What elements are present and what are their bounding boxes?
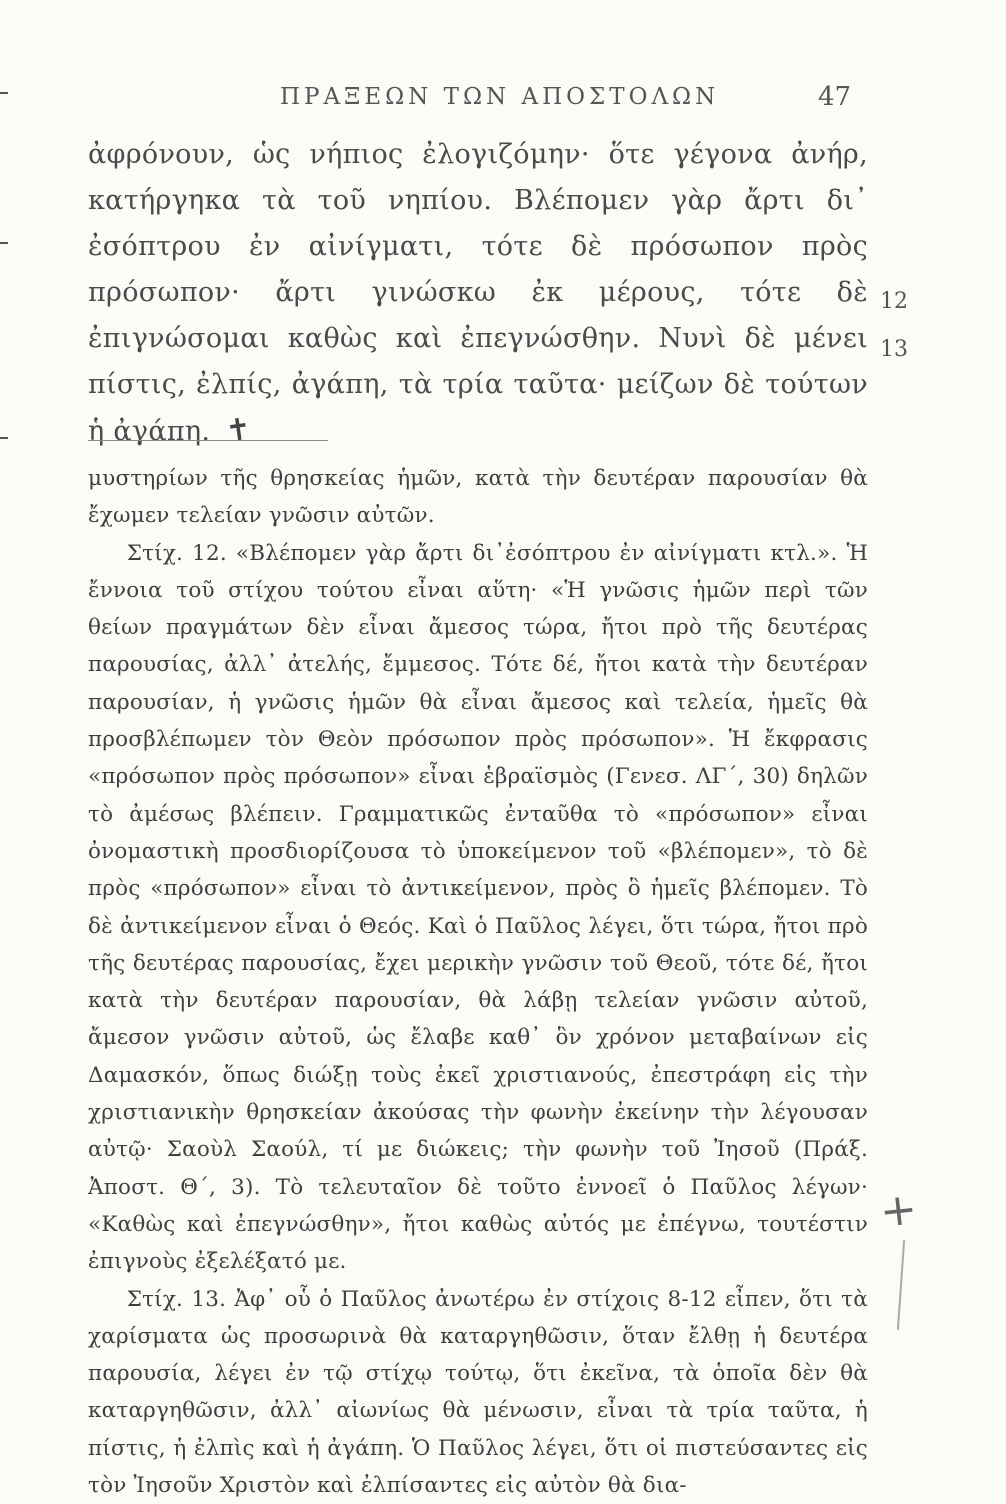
- page-number: 47: [818, 82, 852, 112]
- commentary-paragraph: Στίχ. 12. «Βλέπομεν γὰρ ἄρτι δι᾿ἐσόπτρου ἐν αἰνίγματι κτλ.». Ἡ ἔννοια τοῦ στίχου τούτου εἶναι αὕτη· «Ἡ γνῶσις ἡμῶν περὶ τῶν θείων πραγμάτων δὲν εἶναι ἄμεσος τώρα, ἤτοι πρὸ τῆς δευτέρας παρουσίας, ἀλλ᾿ ἀτελής, ἔμμεσος. Τότε δέ, ἤτοι κατὰ τὴν δευτέραν παρουσίαν, ἡ γνῶσις ἡμῶν θὰ εἶναι ἄμεσος καὶ τελεία, ἡμεῖς θὰ προσβλέπωμεν τὸν Θεὸν πρόσωπον πρὸς πρόσωπον». Ἡ ἔκφρασις «πρόσωπον πρὸς πρόσωπον» εἶναι ἑβραϊσμὸς (Γενεσ. ΛΓ΄, 30) δηλῶν τὸ ἀμέσως βλέπειν. Γραμματικῶς ἐνταῦθα τὸ «πρόσωπον» εἶναι ὀνομαστικὴ προσδιορίζουσα τὸ ὑποκείμενον τοῦ «βλέπομεν», τὸ δὲ πρὸς «πρόσωπον» εἶναι τὸ ἀντικείμενον, πρὸς ὃ ἡμεῖς βλέπομεν. Τὸ δὲ ἀντικείμενον εἶναι ὁ Θεός. Καὶ ὁ Παῦλος λέγει, ὅτι τώρα, ἤτοι πρὸ τῆς δευτέρας παρουσίας, ἔχει μερικὴν γνῶσιν τοῦ Θεοῦ, τότε δέ, ἤτοι κατὰ τὴν δευτέραν παρουσίαν, θὰ λάβῃ τελείαν γνῶσιν αὐτοῦ, ἄμεσον γνῶσιν αὐτοῦ, ὡς ἔλαβε καθ᾿ ὃν χρόνον μεταβαίνων εἰς Δαμασκόν, ὅπως διώξῃ τοὺς ἐκεῖ χριστιανούς, ἐπεστράφη εἰς τὴν χριστιανικὴν θρησκείαν ἀκούσας τὴν φωνὴν ἐκείνην τὴν λέγουσαν αὐτῷ· Σαοὺλ Σαούλ, τί με διώκεις; τὴν φωνὴν τοῦ Ἰησοῦ (Πράξ. Ἀποστ. Θ΄, 3). Τὸ τελευταῖον δὲ τοῦτο ἐννοεῖ ὁ Παῦλος λέγων· «Καθὼς καὶ ἐπεγνώσθην», ἤτοι καθὼς αὐτός με ἐπέγνω, τουτέστιν ἐπιγνοὺς ἐξελέξατό με.: [88, 540, 868, 1275]
- scripture-paragraph: ἀφρόνουν, ὡς νήπιος ἐλογιζόμην· ὅτε γέγονα ἀνήρ, κατήργηκα τὰ τοῦ νηπίου. Βλέπομεν γὰρ ἄρτι δι᾿ ἐσόπτρου ἐν αἰνίγματι, τότε δὲ πρόσωπον πρὸς πρόσωπον· ἄρτι γινώσκω ἐκ μέρους, τότε δὲ ἐπιγνώσομαι καθὼς καὶ ἐπεγνώσθην. Νυνὶ δὲ μένει πίστις, ἐλπίς, ἀγάπη, τὰ τρία ταῦτα· μείζων δὲ τούτων ἡ ἀγάπη.: [88, 139, 868, 447]
- running-title: ΠΡΑΞΕΩΝ ΤΩΝ ΑΠΟΣΤΟΛΩΝ: [280, 84, 720, 110]
- handwritten-cross-mark: ✝: [223, 411, 254, 450]
- binding-mark: [0, 437, 8, 439]
- binding-mark: [0, 242, 8, 244]
- commentary-paragraph: μυστηρίων τῆς θρησκείας ἡμῶν, κατὰ τὴν δευτέραν παρουσίαν θὰ ἔχωμεν τελείαν γνῶσιν αὐτῶν.: [88, 466, 868, 529]
- verse-number-13: 13: [880, 337, 908, 362]
- commentary-text: [88, 460, 868, 1504]
- verse-number-12: 12: [880, 289, 908, 314]
- page-header: [0, 78, 1006, 118]
- margin-pencil-line: [897, 1240, 905, 1330]
- section-divider: [88, 440, 328, 441]
- commentary-paragraph: Στίχ. 13. Ἀφ᾿ οὗ ὁ Παῦλος ἀνωτέρω ἐν στίχοις 8-12 εἶπεν, ὅτι τὰ χαρίσματα ὡς προσωρινὰ θὰ καταργηθῶσιν, ὅταν ἔλθῃ ἡ δευτέρα παρουσία, λέγει ἐν τῷ στίχῳ τούτῳ, ὅτι ἐκεῖνα, τὰ ὁποῖα δὲν θὰ καταργηθῶσιν, ἀλλ᾿ αἰωνίως θὰ μένωσιν, εἶναι τὰ τρία ταῦτα, ἡ πίστις, ἡ ἐλπὶς καὶ ἡ ἀγάπη. Ὁ Παῦλος λέγει, ὅτι οἱ πιστεύσαντες εἰς τὸν Ἰησοῦν Χριστὸν καὶ ἐλπίσαντες εἰς αὐτὸν θὰ δια-: [88, 1286, 868, 1499]
- scripture-text: [88, 132, 868, 455]
- margin-cross-mark: +: [877, 1183, 920, 1238]
